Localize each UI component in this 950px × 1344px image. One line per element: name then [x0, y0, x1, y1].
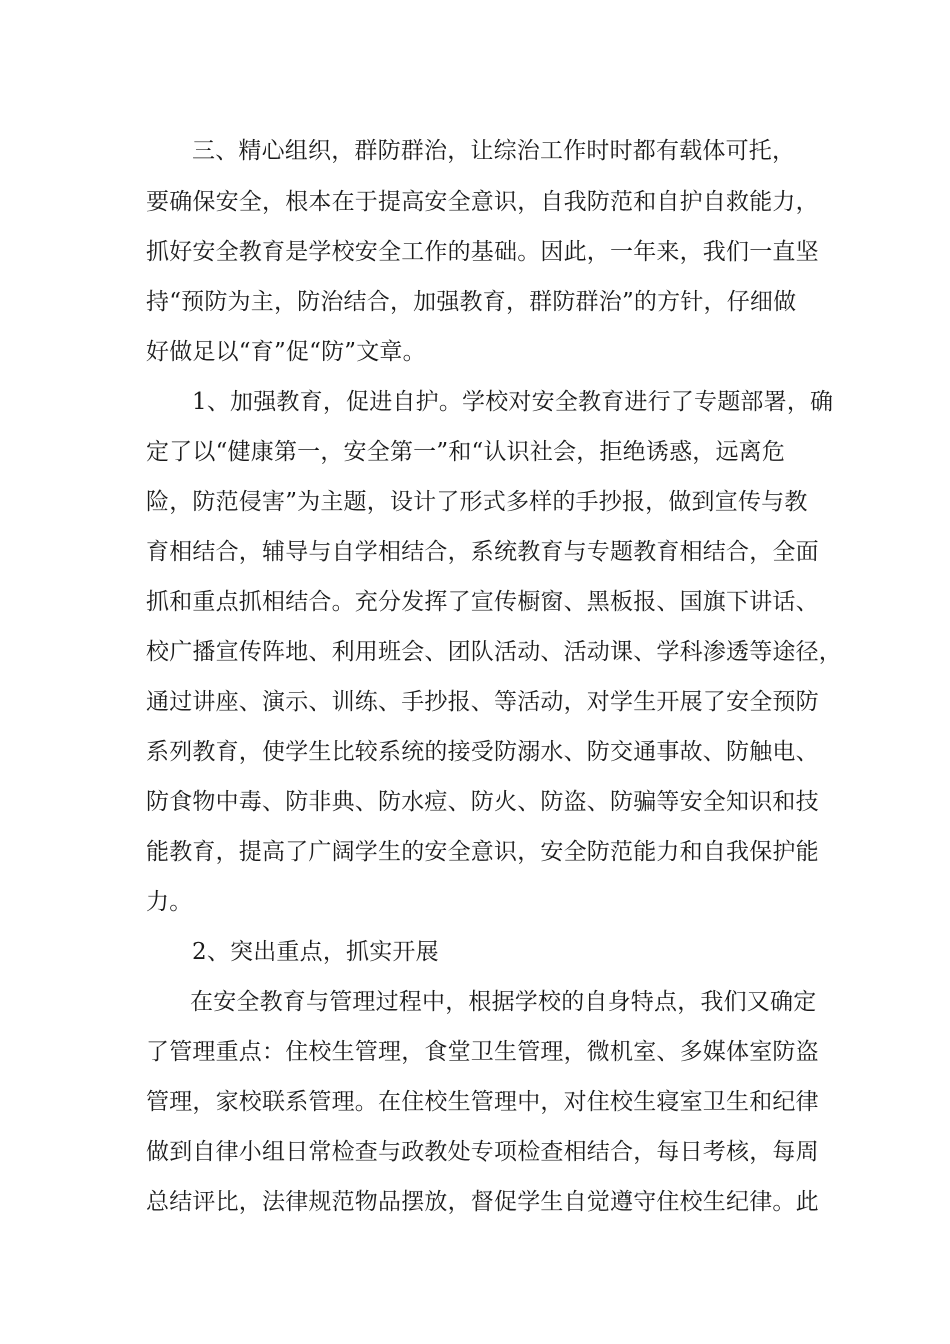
- paragraph-line: 抓和重点抓相结合。充分发挥了宣传橱窗、黑板报、国旗下讲话、: [146, 589, 819, 615]
- paragraph-line: 管理，家校联系管理。在住校生管理中，对住校生寝室卫生和纪律: [146, 1089, 819, 1115]
- paragraph-line: 在安全教育与管理过程中，根据学校的自身特点，我们又确定: [190, 989, 817, 1015]
- paragraph-line: 校广播宣传阵地、利用班会、团队活动、活动课、学科渗透等途径，: [146, 639, 842, 665]
- paragraph-line: 持“预防为主，防治结合，加强教育，群防群治”的方针，仔细做: [146, 289, 797, 315]
- paragraph-line: 系列教育，使学生比较系统的接受防溺水、防交通事故、防触电、: [146, 739, 819, 765]
- paragraph-line: 1、加强教育，促进自护。学校对安全教育进行了专题部署，确: [192, 389, 834, 415]
- paragraph-line: 防食物中毒、防非典、防水痘、防火、防盗、防骗等安全知识和技: [146, 789, 819, 815]
- paragraph-line: 了管理重点：住校生管理，食堂卫生管理，微机室、多媒体室防盗: [146, 1039, 819, 1065]
- subsection-heading: 2、突出重点，抓实开展: [192, 939, 439, 965]
- paragraph-line: 定了以“健康第一，安全第一”和“认识社会，拒绝诱惑，远离危: [146, 439, 786, 465]
- paragraph-line: 要确保安全，根本在于提高安全意识，自我防范和自护自救能力，: [146, 189, 819, 215]
- paragraph-line: 做到自律小组日常检查与政教处专项检查相结合，每日考核，每周: [146, 1139, 819, 1165]
- section-heading: 三、精心组织，群防群治，让综治工作时时都有载体可托，: [192, 138, 796, 164]
- paragraph-line: 好做足以“育”促“防”文章。: [146, 339, 426, 365]
- paragraph-line: 力。: [146, 889, 193, 915]
- paragraph-line: 能教育，提高了广阔学生的安全意识，安全防范能力和自我保护能: [146, 839, 819, 865]
- paragraph-line: 抓好安全教育是学校安全工作的基础。因此，一年来，我们一直坚: [146, 239, 819, 265]
- paragraph-line: 险，防范侵害”为主题，设计了形式多样的手抄报，做到宣传与教: [146, 489, 808, 515]
- paragraph-line: 育相结合，辅导与自学相结合，系统教育与专题教育相结合，全面: [146, 539, 819, 565]
- paragraph-line: 总结评比，法律规范物品摆放，督促学生自觉遵守住校生纪律。此: [146, 1189, 819, 1215]
- paragraph-line: 通过讲座、演示、训练、手抄报、等活动，对学生开展了安全预防: [146, 689, 819, 715]
